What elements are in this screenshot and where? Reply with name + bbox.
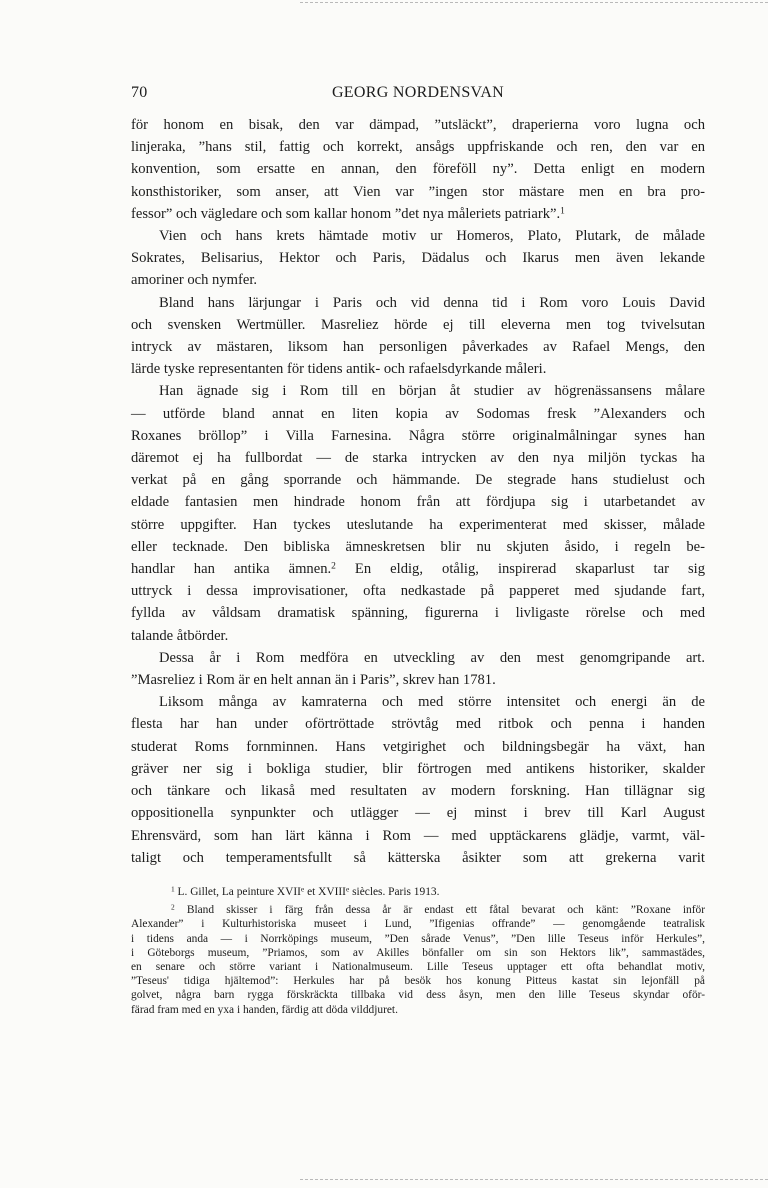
text-line: linjeraka, ”hans stil, fattig och korrekt, ansågs uppfriskande och ren, den var en [131,139,705,156]
text-line: gräver ner sig i bokliga studier, blir förtrogen med antikens historiker, skalder [131,760,705,777]
text-run: handlar han antika ämnen. [131,561,332,578]
text-line: verkat på en gång sporrande och hämmande. De stegrade hans studielust och [131,472,705,489]
text-line: konsthistoriker, som anser, att Vien var ”ingen stor mästare men en bra pro- [131,183,705,200]
footnote-ref-1[interactable]: 1 [560,206,565,217]
text-line: oppositionella synpunkter och utlägger — ej minst i brev till Karl August [131,805,705,822]
superscript: e [300,884,305,894]
footnote-line: ”Teseus' tidiga hjältemod”: Herkules har på besök hos konung Pitteus kastat sin lejonfäll på [131,975,705,988]
text-line: Sokrates, Belisarius, Hektor och Paris, Dädalus och Ikarus men även lekande [131,250,705,267]
footnotes [131,885,705,1017]
text-line: flesta har han under oförtröttade strövtåg med ritbok och penna i handen [131,716,705,733]
text-line: Vien och hans krets hämtade motiv ur Homeros, Plato, Plutark, de målade [159,228,705,245]
page-edge-bottom [300,1179,768,1180]
paragraph-5 [131,647,705,691]
text-line: talande åtbörder. [131,627,229,644]
footnote-mark: 1 [171,884,175,894]
page-header [131,80,705,114]
page-number: 70 [131,84,148,101]
footnote-line: Alexander” i Kulturhistoriska museet i Lund, ”Ifigenias offrande” — genomgående teatralisk [131,918,705,931]
text-line: lärde tyske representanten för tidens antik- och rafaelsdyrkande måleri. [131,361,547,378]
text-line: Liksom många av kamraterna och med större intensitet och energi än de [159,694,705,711]
footnote-line: i tidens anda — i Norrköpings museum, ”Den sårade Venus”, ”Den lille Teseus inför Herkules”, [131,932,705,945]
text-line: Roxanes bröllop” i Villa Farnesina. Några större originalmålningar synes han [131,427,705,444]
text-line: däremot ej ha fullbordat — de starka intrycken av den nya miljön tyckas ha [131,450,705,467]
footnote-line [131,885,705,899]
text-run: et XVIII [304,885,346,898]
text-line: och tänkare och likaså med resultaten av modern forskning. Han tillägnar sig [131,783,705,800]
text-line: taligt och temperamentsfullt så kätterska åsikter som att grekerna varit [131,849,705,866]
footnote-line: en senare och större variant i Nationalmuseum. Lille Teseus upptager ett ofta behandlat motiv, [131,960,705,973]
text-run: En eldig, otålig, inspirerad skaparlust tar sig [335,561,705,578]
text-line: amoriner och nymfer. [131,272,258,289]
footnote-line: i Göteborgs museum, ”Priamos, som av Akilles bönfaller om sin son Hektors lik”, sammastädes, [131,946,705,959]
footnote-1 [131,885,705,899]
text-line: Ehrensvärd, som han lärt känna i Rom — med upptäckarens glädje, varmt, väl- [131,827,705,844]
text-line: Bland hans lärjungar i Paris och vid denna tid i Rom voro Louis David [159,294,705,311]
text-run: siècles. Paris 1913. [349,885,440,898]
text-line: konvention, som ersatte en annan, den föreföll ny”. Detta enligt en modern [131,161,705,178]
text-line: ”Masreliez i Rom är en helt annan än i Paris”, skrev han 1781. [131,672,496,689]
footnote-line: färad fram med en yxa i handen, färdig att döda vilddjuret. [131,1003,398,1016]
text-line: större uppgifter. Han tyckes uteslutande ha experimenterat med skisser, målade [131,516,705,533]
text-line: — utförde bland annat en liten kopia av Sodomas fresk ”Alexanders och [131,405,705,422]
page-edge-top [300,2,768,3]
paragraph-6 [131,691,705,869]
text-line [131,558,705,580]
text-line: intryck av mästaren, liksom han personligen påverkades av Rafael Mengs, den [131,339,705,356]
running-head: GEORG NORDENSVAN [331,84,505,101]
book-page [131,80,705,1021]
text-line: fyllda av våldsam dramatisk spänning, figurerna i livligaste rörelse och med [131,605,705,622]
text-run: fessor” och vägledare och som kallar honom ”det nya måleriets patriark”. [131,205,561,222]
footnote-mark: 2 [171,902,175,912]
footnote-ref-2[interactable]: 2 [331,561,336,572]
paragraph-4 [131,380,705,646]
text-line: Dessa år i Rom medföra en utveckling av den mest genomgripande art. [159,649,705,666]
footnote-line [131,903,705,917]
text-line: eldade fantasien men hindrade honom från att fördjupa sig i utarbetandet av [131,494,705,511]
text-run: Bland skisser i färg från dessa år är endast ett fåtal bevarat och känt: ”Roxane inför [174,904,705,917]
superscript: e [345,884,350,894]
text-line: och svensken Wertmüller. Masreliez hörde ej till eleverna men tog tvivelsutan [131,316,705,333]
footnote-line: golvet, några barn rygga förskräckta tillbaka vid dess åsyn, men den lille Teseus skyndar oför- [131,989,705,1002]
footnote-2 [131,903,705,1017]
text-line: eller tecknade. Den bibliska ämneskretsen blir nu skjuten åsido, i regeln be- [131,538,705,555]
paragraph-2 [131,225,705,292]
body-text [131,114,705,869]
paragraph-1 [131,114,705,225]
text-line: uttryck i dessa improvisationer, ofta nedkastade på papperet med sjudande fart, [131,583,705,600]
text-line: för honom en bisak, den var dämpad, ”utsläckt”, draperierna voro lugna och [131,117,705,133]
text-run: L. Gillet, La peinture XVII [174,885,301,898]
text-line: studerat Roms fornminnen. Hans vetgirighet och bildningsbegär ha växt, han [131,738,705,755]
text-line: Han ägnade sig i Rom till en början åt studier av högrenässansens målare [159,383,705,400]
text-line [131,203,705,225]
paragraph-3 [131,292,705,381]
